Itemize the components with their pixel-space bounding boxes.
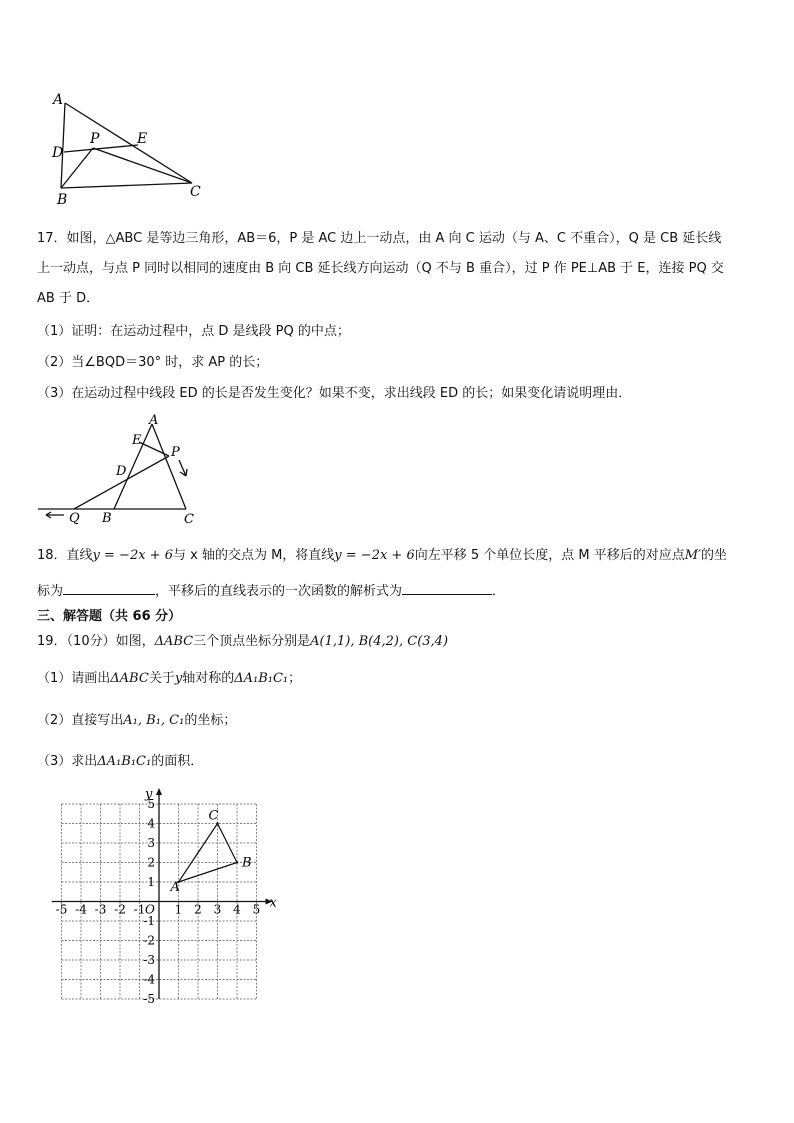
q19-sub-1: [37, 669, 301, 689]
q18-text-2: 与 x 轴的交点为 M，将直线: [172, 548, 335, 563]
x-tick-label: -1: [133, 902, 146, 917]
q19-sub1-a: （1）请画出: [37, 671, 111, 686]
q17-line-3: AB 于 D．: [37, 291, 100, 306]
q17-sub-1: （1）证明：在运动过程中，点 D 是线段 PQ 的中点；: [37, 324, 350, 339]
y-tick-label: -1: [143, 914, 155, 928]
q19-sub1-d: 轴对称的: [182, 671, 235, 686]
fig16-label-b: B: [57, 192, 68, 208]
vertex-label-b: B: [242, 855, 252, 871]
fig17-label-d: D: [116, 464, 127, 479]
y-tick-label: -4: [143, 972, 155, 987]
q19-triangle: ΔABC: [154, 634, 194, 649]
section-heading: 三、解答题（共 66 分）: [37, 609, 182, 624]
q18-equation-2: y = −2x + 6: [334, 548, 415, 563]
q18-answer-blank-1[interactable]: [63, 582, 155, 595]
q19-sub3-a: （3）求出: [37, 754, 98, 769]
q18-text-6: ，平移后的直线表示的一次函数的解析式为: [155, 584, 403, 599]
q19-intro-a: 19．（10分）如图，: [37, 634, 155, 649]
y-tick-label: -3: [143, 953, 155, 967]
x-tick-label: 4: [233, 902, 241, 917]
q18-text-5: 标为: [37, 584, 64, 599]
q19-sub3-tri: ΔA₁B₁C₁: [97, 754, 152, 769]
figure-q17: [34, 412, 204, 530]
q17-sub-2: （2）当∠BQD＝30° 时，求 AP 的长；: [37, 355, 269, 370]
q19-sub2-c: 的坐标；: [184, 713, 237, 728]
fig17-label-c: C: [184, 512, 194, 527]
q18-m-prime: M′: [684, 548, 702, 563]
vertex-point-b: [236, 861, 238, 863]
x-tick-label: -3: [94, 902, 107, 917]
q18-line-2: [37, 582, 505, 602]
fig16-label-c: C: [190, 184, 201, 200]
x-tick-label: 1: [174, 902, 183, 917]
x-tick-label: -4: [75, 902, 87, 917]
x-axis-label: x: [269, 895, 277, 911]
y-tick-label: -2: [143, 933, 155, 948]
q19-sub3-c: 的面积．: [151, 754, 204, 769]
fig17-label-a: A: [149, 413, 159, 428]
triangle-abc: [179, 824, 238, 883]
x-tick-label: 3: [213, 902, 222, 917]
q19-sub2-points: A₁, B₁, C₁: [123, 713, 185, 728]
q19-sub2-a: （2）直接写出: [37, 713, 124, 728]
fig17-label-b: B: [102, 511, 112, 526]
fig16-label-a: A: [53, 92, 64, 108]
fig17-label-e: E: [132, 433, 142, 448]
q19-sub1-tri: ΔABC: [110, 671, 149, 686]
q18-text-3: 向左平移 5 个单位长度，点 M 平移后的对应点: [414, 548, 685, 563]
q19-sub-3: [37, 752, 203, 772]
y-axis-label: y: [145, 787, 153, 802]
x-tick-label: -2: [114, 902, 126, 917]
origin-label: O: [145, 902, 155, 917]
q17-sub-3: （3）在运动过程中线段 ED 的长是否发生变化？如果不变，求出线段 ED 的长；如果变化请说明理由．: [37, 386, 632, 401]
q19-sub1-c: 关于: [148, 671, 175, 686]
fig16-label-e: E: [137, 131, 148, 147]
q17-line-2: 上一动点，与点 P 同时以相同的速度由 B 向 CB 延长线方向运动（Q 不与 B 重合），过 P 作 PE⊥AB 于 E，连接 PQ 交: [37, 261, 724, 276]
fig17-label-p: P: [171, 445, 180, 460]
y-tick-label: 1: [147, 875, 155, 889]
q18-text-7: ．: [492, 584, 506, 599]
fig17-label-q: Q: [69, 511, 80, 526]
q19-coords: A(1,1), B(4,2), C(3,4): [310, 634, 449, 649]
q19-intro-b: 三个顶点坐标分别是: [193, 634, 311, 649]
fig16-label-d: D: [52, 145, 64, 161]
coordinate-grid: [34, 784, 277, 1014]
y-axis-arrow-icon: [156, 788, 162, 795]
vertex-label-a: A: [170, 880, 180, 895]
q18-line-1: [37, 546, 727, 566]
q18-text-1: 18．直线: [37, 548, 93, 563]
fig16-label-p: P: [90, 131, 100, 147]
x-tick-label: 2: [194, 902, 202, 917]
q19-sub1-tri1: ΔA₁B₁C₁: [234, 671, 289, 686]
vertex-label-c: C: [208, 808, 219, 824]
x-tick-label: -5: [55, 902, 68, 917]
y-tick-label: 4: [147, 816, 155, 831]
q18-equation-1: y = −2x + 6: [92, 548, 173, 563]
q19-sub1-y: y: [174, 671, 183, 686]
y-tick-label: 3: [147, 836, 155, 850]
y-tick-label: 5: [147, 797, 155, 811]
q18-text-4: 的坐: [701, 548, 728, 563]
y-tick-label: 2: [147, 855, 155, 870]
x-tick-label: 5: [252, 902, 261, 917]
q19-sub1-f: ；: [288, 671, 302, 686]
q19-intro: [37, 632, 448, 652]
q19-sub-2: [37, 711, 236, 731]
y-tick-label: -5: [143, 992, 155, 1006]
figure-q16: [40, 90, 215, 210]
q18-answer-blank-2[interactable]: [402, 582, 492, 595]
q17-line-1: 17．如图，△ABC 是等边三角形，AB＝6，P 是 AC 边上一动点，由 A 向 C 运动（与 A、C 不重合），Q 是 CB 延长线: [37, 231, 722, 246]
